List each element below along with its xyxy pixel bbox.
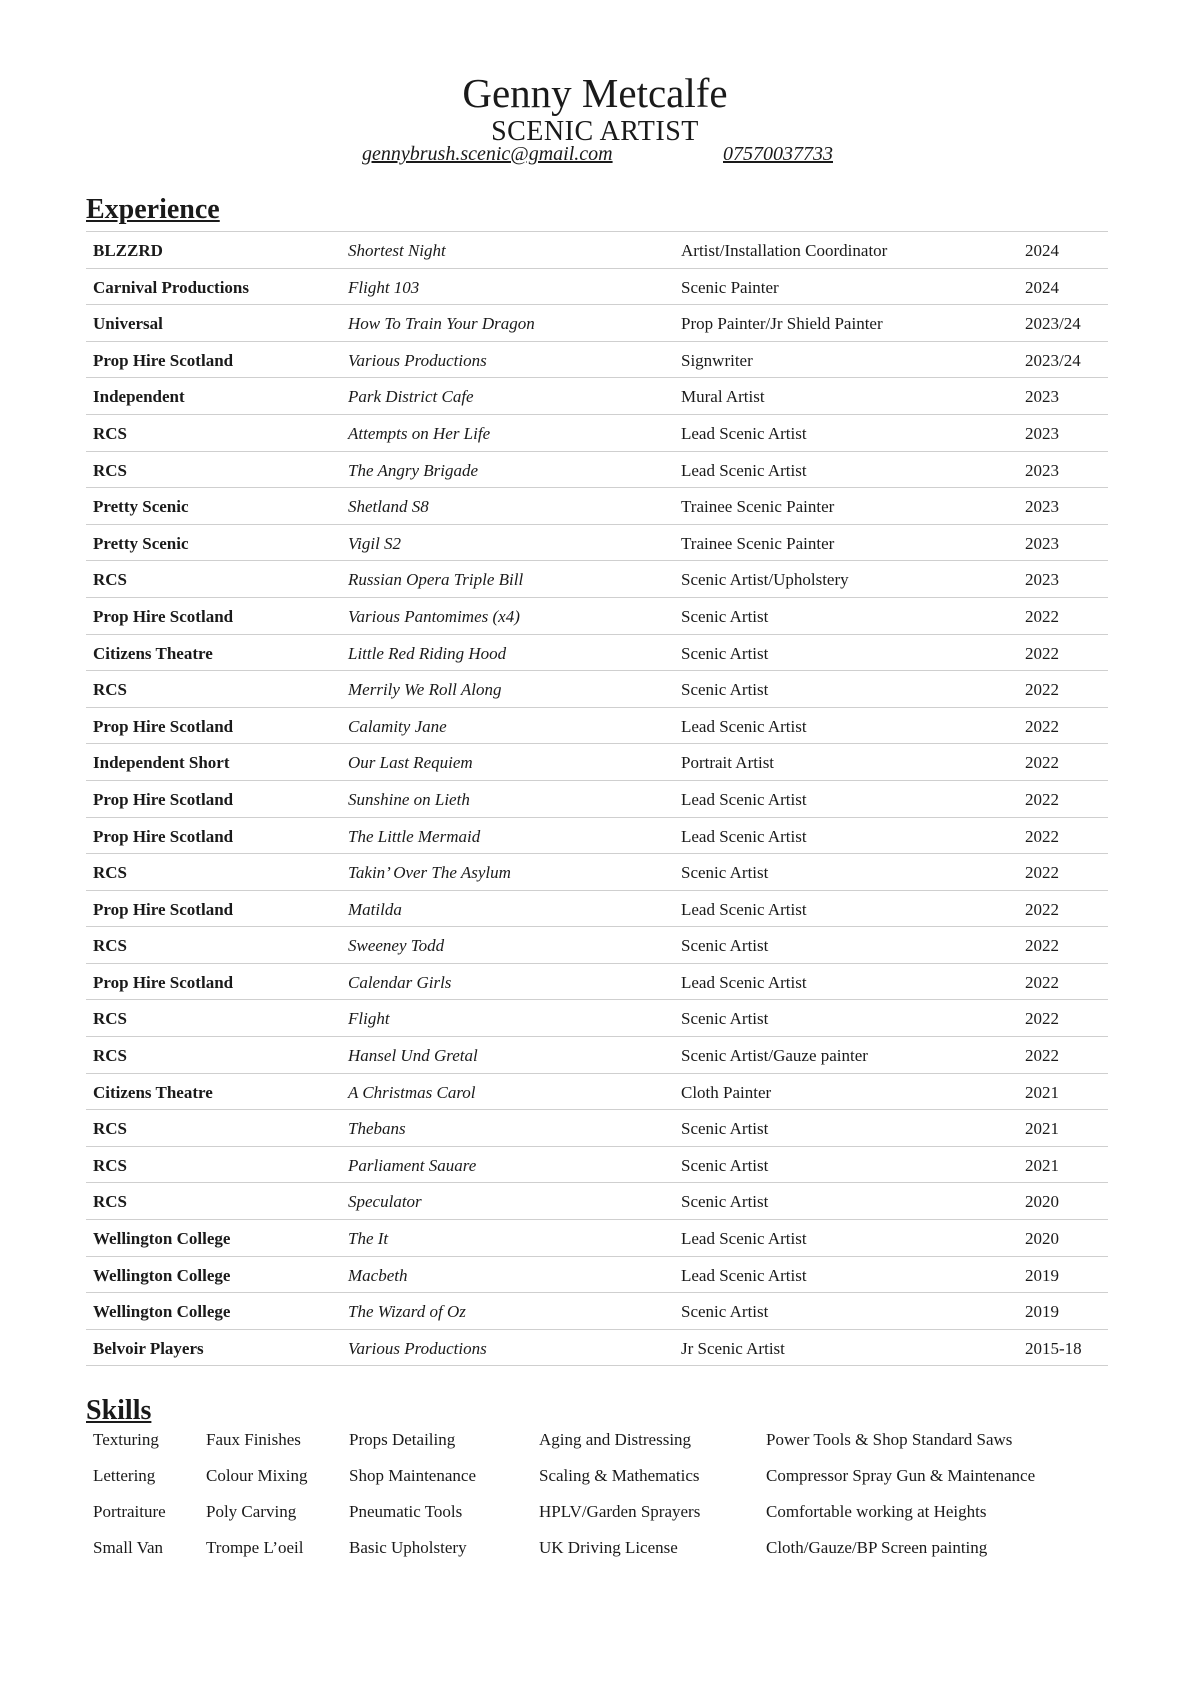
role-cell: Cloth Painter (681, 1082, 772, 1102)
skill-item: Portraiture (93, 1502, 166, 1521)
production-cell: Attempts on Her Life (348, 423, 491, 443)
role-cell: Mural Artist (681, 387, 765, 407)
year-cell: 2023 (1025, 423, 1059, 443)
company-cell: Wellington College (93, 1265, 231, 1285)
skill-item: Pneumatic Tools (349, 1502, 463, 1521)
role-cell: Scenic Artist (681, 1009, 769, 1029)
role-cell: Scenic Artist (681, 643, 769, 663)
company-cell: RCS (93, 1009, 128, 1029)
role-cell: Scenic Artist (681, 1192, 769, 1212)
year-cell: 2023 (1025, 533, 1059, 553)
skill-item: Basic Upholstery (349, 1538, 467, 1557)
table-row (86, 1293, 1108, 1330)
table-row (86, 1110, 1108, 1147)
year-cell: 2019 (1025, 1265, 1059, 1285)
table-row (86, 854, 1108, 891)
role-cell: Scenic Artist (681, 936, 769, 956)
year-cell: 2019 (1025, 1302, 1059, 1322)
year-cell: 2023 (1025, 497, 1059, 517)
table-row (86, 561, 1108, 598)
role-cell: Scenic Artist/Gauze painter (681, 1046, 868, 1066)
table-row (86, 525, 1108, 562)
role-cell: Lead Scenic Artist (681, 423, 807, 443)
production-cell: Russian Opera Triple Bill (348, 570, 524, 590)
skill-item: Cloth/Gauze/BP Screen painting (766, 1538, 988, 1557)
company-cell: Independent Short (93, 753, 230, 773)
year-cell: 2023 (1025, 570, 1059, 590)
role-cell: Lead Scenic Artist (681, 899, 807, 919)
company-cell: Citizens Theatre (93, 1082, 213, 1102)
year-cell: 2015-18 (1025, 1338, 1082, 1358)
year-cell: 2020 (1025, 1192, 1059, 1212)
production-cell: The Wizard of Oz (348, 1302, 466, 1322)
job-title: SCENIC ARTIST (491, 116, 699, 147)
company-cell: RCS (93, 1119, 128, 1139)
year-cell: 2023/24 (1025, 314, 1081, 334)
production-cell: Parliament Sauare (348, 1155, 477, 1175)
company-cell: Independent (93, 387, 185, 407)
year-cell: 2023/24 (1025, 350, 1081, 370)
production-cell: Shetland S8 (348, 497, 429, 517)
table-row (86, 964, 1108, 1001)
table-row (86, 415, 1108, 452)
table-row (86, 305, 1108, 342)
table-row (86, 635, 1108, 672)
skill-item: Compressor Spray Gun & Maintenance (766, 1466, 1036, 1485)
production-cell: Our Last Requiem (348, 753, 473, 773)
production-cell: Hansel Und Gretal (348, 1046, 478, 1066)
phone-link[interactable]: 07570037733 (723, 143, 833, 165)
production-cell: Speculator (348, 1192, 422, 1212)
table-row (86, 927, 1108, 964)
year-cell: 2023 (1025, 460, 1059, 480)
production-cell: The Angry Brigade (348, 460, 479, 480)
company-cell: Wellington College (93, 1229, 231, 1249)
role-cell: Scenic Artist (681, 1155, 769, 1175)
role-cell: Scenic Artist/Upholstery (681, 570, 849, 590)
year-cell: 2022 (1025, 1046, 1059, 1066)
role-cell: Trainee Scenic Painter (681, 497, 835, 517)
production-cell: Thebans (348, 1119, 406, 1139)
table-row (86, 781, 1108, 818)
person-name: Genny Metcalfe (462, 70, 728, 116)
production-cell: How To Train Your Dragon (348, 314, 535, 334)
table-row (86, 818, 1108, 855)
skill-item: HPLV/Garden Sprayers (539, 1502, 701, 1521)
year-cell: 2022 (1025, 789, 1059, 809)
role-cell: Signwriter (681, 350, 753, 370)
production-cell: Calamity Jane (348, 716, 447, 736)
table-row (86, 1037, 1108, 1074)
skill-item: Comfortable working at Heights (766, 1502, 987, 1521)
role-cell: Scenic Artist (681, 1119, 769, 1139)
company-cell: Pretty Scenic (93, 533, 189, 553)
production-cell: Shortest Night (348, 241, 446, 260)
skill-item: Aging and Distressing (539, 1430, 692, 1449)
role-cell: Scenic Artist (681, 606, 769, 626)
role-cell: Scenic Artist (681, 1302, 769, 1322)
year-cell: 2021 (1025, 1155, 1059, 1175)
company-cell: Pretty Scenic (93, 497, 189, 517)
role-cell: Portrait Artist (681, 753, 775, 773)
role-cell: Scenic Artist (681, 863, 769, 883)
contact-line (0, 143, 1190, 171)
company-cell: Prop Hire Scotland (93, 716, 234, 736)
table-row (86, 1330, 1108, 1367)
table-row (86, 891, 1108, 928)
company-cell: Wellington College (93, 1302, 231, 1322)
skill-item: Colour Mixing (206, 1466, 308, 1485)
role-cell: Jr Scenic Artist (681, 1338, 785, 1358)
production-cell: Park District Cafe (348, 387, 474, 407)
skill-item: Lettering (93, 1466, 156, 1485)
skills-row (93, 1466, 1093, 1502)
skills-grid (93, 1430, 1093, 1574)
table-row (86, 269, 1108, 306)
company-cell: RCS (93, 423, 128, 443)
skill-item: Poly Carving (206, 1502, 297, 1521)
company-cell: Prop Hire Scotland (93, 899, 234, 919)
company-cell: RCS (93, 863, 128, 883)
skill-item: Power Tools & Shop Standard Saws (766, 1430, 1013, 1449)
production-cell: Matilda (348, 899, 402, 919)
year-cell: 2022 (1025, 1009, 1059, 1029)
table-row (86, 1000, 1108, 1037)
year-cell: 2024 (1025, 241, 1059, 260)
year-cell: 2022 (1025, 863, 1059, 883)
role-cell: Lead Scenic Artist (681, 972, 807, 992)
year-cell: 2021 (1025, 1119, 1059, 1139)
year-cell: 2022 (1025, 680, 1059, 700)
production-cell: The Little Mermaid (348, 826, 481, 846)
table-row (86, 1147, 1108, 1184)
year-cell: 2022 (1025, 643, 1059, 663)
resume-header (0, 70, 1190, 148)
role-cell: Lead Scenic Artist (681, 716, 807, 736)
table-row (86, 488, 1108, 525)
company-cell: Prop Hire Scotland (93, 789, 234, 809)
table-row (86, 708, 1108, 745)
role-cell: Lead Scenic Artist (681, 460, 807, 480)
company-cell: RCS (93, 936, 128, 956)
company-cell: Prop Hire Scotland (93, 826, 234, 846)
production-cell: Various Productions (348, 1338, 487, 1358)
table-row (86, 378, 1108, 415)
role-cell: Scenic Artist (681, 680, 769, 700)
year-cell: 2022 (1025, 899, 1059, 919)
production-cell: Sunshine on Lieth (348, 789, 470, 809)
production-cell: Little Red Riding Hood (348, 643, 507, 663)
skills-heading: Skills (86, 1395, 152, 1426)
company-cell: RCS (93, 1046, 128, 1066)
company-cell: Carnival Productions (93, 277, 250, 297)
company-cell: RCS (93, 570, 128, 590)
role-cell: Lead Scenic Artist (681, 826, 807, 846)
email-link[interactable]: gennybrush.scenic@gmail.com (362, 143, 613, 165)
table-row (86, 1220, 1108, 1257)
experience-heading: Experience (86, 194, 220, 225)
table-row (86, 342, 1108, 379)
skill-item: Shop Maintenance (349, 1466, 476, 1485)
production-cell: Takin’ Over The Asylum (348, 863, 511, 883)
production-cell: Sweeney Todd (348, 936, 445, 956)
year-cell: 2022 (1025, 826, 1059, 846)
role-cell: Scenic Painter (681, 277, 779, 297)
year-cell: 2023 (1025, 387, 1059, 407)
production-cell: Merrily We Roll Along (348, 680, 502, 700)
company-cell: RCS (93, 460, 128, 480)
role-cell: Lead Scenic Artist (681, 1265, 807, 1285)
company-cell: Citizens Theatre (93, 643, 213, 663)
year-cell: 2022 (1025, 716, 1059, 736)
company-cell: Prop Hire Scotland (93, 972, 234, 992)
table-row (86, 232, 1108, 269)
table-row (86, 1183, 1108, 1220)
skill-item: Scaling & Mathematics (539, 1466, 700, 1485)
production-cell: Calendar Girls (348, 972, 452, 992)
production-cell: Macbeth (348, 1265, 408, 1285)
production-cell: A Christmas Carol (348, 1082, 476, 1102)
company-cell: RCS (93, 680, 128, 700)
company-cell: Prop Hire Scotland (93, 606, 234, 626)
production-cell: The It (348, 1229, 389, 1249)
year-cell: 2022 (1025, 606, 1059, 626)
production-cell: Vigil S2 (348, 533, 402, 553)
production-cell: Flight (348, 1009, 390, 1029)
year-cell: 2021 (1025, 1082, 1059, 1102)
year-cell: 2022 (1025, 972, 1059, 992)
company-cell: Belvoir Players (93, 1338, 204, 1358)
production-cell: Various Pantomimes (x4) (348, 606, 520, 626)
production-cell: Flight 103 (348, 277, 420, 297)
table-row (86, 1074, 1108, 1111)
role-cell: Artist/Installation Coordinator (681, 241, 888, 260)
table-row (86, 671, 1108, 708)
year-cell: 2024 (1025, 277, 1059, 297)
production-cell: Various Productions (348, 350, 487, 370)
company-cell: BLZZRD (93, 241, 163, 260)
skill-item: Small Van (93, 1538, 164, 1557)
experience-table (86, 231, 1108, 1366)
company-cell: Universal (93, 314, 163, 334)
skill-item: UK Driving License (539, 1538, 678, 1557)
role-cell: Lead Scenic Artist (681, 789, 807, 809)
skill-item: Texturing (93, 1430, 159, 1449)
role-cell: Prop Painter/Jr Shield Painter (681, 314, 883, 334)
table-row (86, 744, 1108, 781)
skills-row (93, 1502, 1093, 1538)
skills-row (93, 1538, 1093, 1574)
skill-item: Faux Finishes (206, 1430, 301, 1449)
skills-row (93, 1430, 1093, 1466)
role-cell: Lead Scenic Artist (681, 1229, 807, 1249)
skill-item: Trompe L’oeil (206, 1538, 304, 1557)
role-cell: Trainee Scenic Painter (681, 533, 835, 553)
year-cell: 2022 (1025, 936, 1059, 956)
company-cell: RCS (93, 1155, 128, 1175)
company-cell: RCS (93, 1192, 128, 1212)
skill-item: Props Detailing (349, 1430, 456, 1449)
year-cell: 2022 (1025, 753, 1059, 773)
table-row (86, 1257, 1108, 1294)
year-cell: 2020 (1025, 1229, 1059, 1249)
table-row (86, 598, 1108, 635)
company-cell: Prop Hire Scotland (93, 350, 234, 370)
table-row (86, 452, 1108, 489)
